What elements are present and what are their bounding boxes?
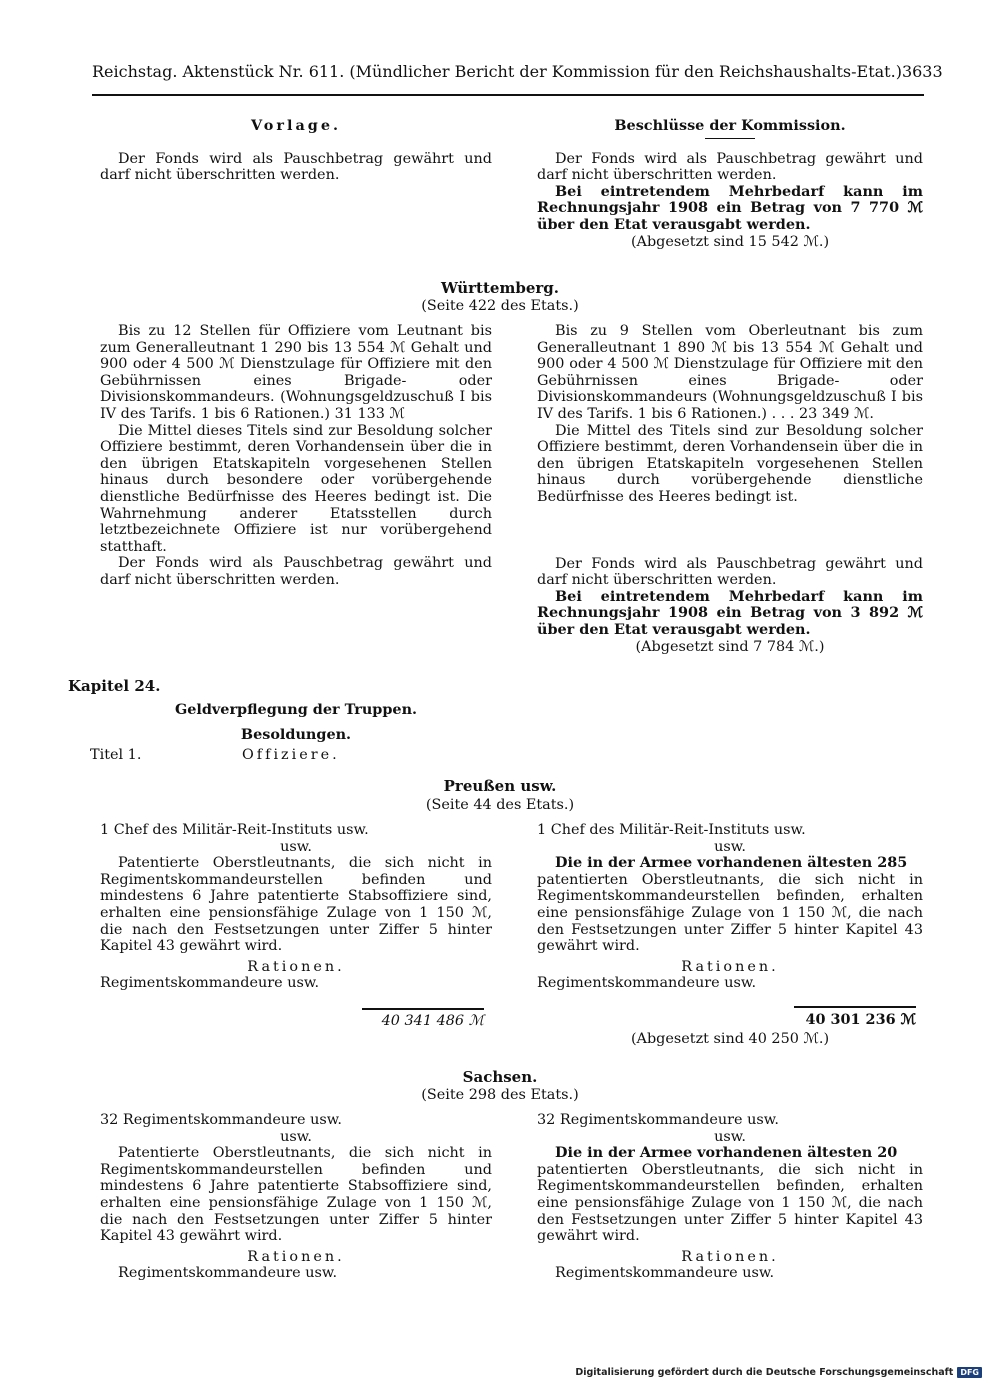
wuerttemberg-right-bold: Bei eintretendem Mehrbedarf kann im Rechnungsjahr 1908 ein Betrag von 3 892 ℳ über den Etat verausgabt werden.	[537, 587, 923, 638]
preussen-source: (Seite 44 des Etats.)	[425, 797, 575, 813]
preussen-left	[100, 822, 492, 992]
preussen-left-rationen: Rationen.	[247, 958, 345, 975]
header-rule	[92, 94, 924, 96]
wuerttemberg-right	[537, 323, 923, 655]
wuerttemberg-right-p2: Die Mittel des Titels sind zur Besoldung solcher Offiziere bestimmt, deren Vorhandensein über die in den übrigen Etatskapiteln vorgesehenen Stellen hinaus durch vorübergehende dienstliche Bedürfnisse des Heeres bedingt ist.	[537, 422, 923, 505]
dfg-logo: DFG	[957, 1367, 982, 1378]
sachsen-left-line1: 32 Regimentskommandeure usw.	[100, 1112, 342, 1128]
kapitel-title: Geldverpflegung der Truppen.	[174, 701, 418, 718]
sachsen-left-reg: Regimentskommandeure usw.	[118, 1265, 338, 1282]
preussen-left-reg: Regimentskommandeure usw.	[100, 975, 320, 992]
header-title: Reichstag. Aktenstück Nr. 611. (Mündlicher Bericht der Kommission für den Reichshaushalts-Etat.)	[92, 62, 902, 81]
preussen-right	[537, 822, 923, 992]
preussen-title: Preußen usw.	[443, 777, 557, 795]
sachsen-right	[537, 1112, 923, 1282]
top-right-column	[537, 118, 923, 250]
wuerttemberg-left-p3: Der Fonds wird als Pauschbetrag gewährt und darf nicht überschritten werden.	[100, 555, 492, 588]
kapitel-subtitle: Besoldungen.	[240, 725, 352, 743]
sachsen-right-p: patentierten Oberstleutnants, die sich nicht in Regimentskommandeurstellen befinden, erhalten eine pensionsfähige Zulage von 1 150 ℳ, die nach den Festsetzungen unter Ziffer 5 hinter Kapitel 43 gewährt wird.	[537, 1161, 923, 1245]
heading-rule	[705, 138, 755, 139]
wuerttemberg-right-p1: Bis zu 9 Stellen vom Oberleutnant bis zum Generalleutnant 1 890 ℳ bis 13 554 ℳ Gehalt und 900 oder 4 500 ℳ Dienstzulage für Offiziere mit den Gebührnissen eines Brigade- oder Divisionskommandeurs (Wohnungsgeldzuschuß I bis IV des Tarifs. 1 bis 6 Rationen.) . . . 23 349 ℳ.	[537, 323, 923, 422]
beschluesse-heading: Beschlüsse der Kommission.	[614, 117, 846, 134]
top-left-column	[100, 118, 492, 184]
page-number: 3633	[901, 62, 943, 81]
sachsen-left	[100, 1112, 492, 1282]
top-right-text: Der Fonds wird als Pauschbetrag gewährt und darf nicht überschritten werden.	[537, 150, 923, 184]
preussen-right-rationen: Rationen.	[681, 958, 779, 975]
wuerttemberg-source: (Seite 422 des Etats.)	[421, 298, 579, 314]
footer-text: Digitalisierung gefördert durch die Deutsche Forschungsgemeinschaft	[575, 1367, 954, 1378]
preussen-left-p: Patentierte Oberstleutnants, die sich nicht in Regimentskommandeurstellen befinden und mindestens 6 Jahre patentierte Stabsoffiziere sind, erhalten eine pensionsfähige Zulage von 1 150 ℳ, die nach den Festsetzungen unter Ziffer 5 hinter Kapitel 43 gewährt wird.	[100, 855, 492, 955]
digitization-footer	[575, 1367, 982, 1378]
sachsen-right-reg: Regimentskommandeure usw.	[555, 1265, 775, 1282]
preussen-left-sumline	[362, 1008, 484, 1010]
wuerttemberg-title: Württemberg.	[441, 279, 559, 297]
preussen-right-note: (Abgesetzt sind 40 250 ℳ.)	[630, 1031, 830, 1047]
top-right-note: (Abgesetzt sind 15 542 ℳ.)	[630, 233, 830, 250]
kapitel-block	[100, 702, 492, 743]
sachsen-right-line1: 32 Regimentskommandeure usw.	[537, 1112, 779, 1128]
preussen-right-reg: Regimentskommandeure usw.	[537, 975, 757, 992]
sachsen-source: (Seite 298 des Etats.)	[421, 1087, 579, 1103]
preussen-left-usw: usw.	[280, 838, 312, 855]
preussen-right-bold: Die in der Armee vorhandenen ältesten 285	[555, 854, 908, 872]
wuerttemberg-right-p3: Der Fonds wird als Pauschbetrag gewährt und darf nicht überschritten werden.	[537, 555, 923, 589]
sachsen-right-bold: Die in der Armee vorhandenen ältesten 20	[555, 1144, 898, 1162]
top-right-bold: Bei eintretendem Mehrbedarf kann im Rechnungsjahr 1908 ein Betrag von 7 770 ℳ über den Etat verausgabt werden.	[537, 182, 923, 233]
kapitel-label: Kapitel 24.	[68, 677, 161, 695]
wuerttemberg-left-p2: Die Mittel dieses Titels sind zur Besoldung solcher Offiziere bestimmt, deren Vorhandensein über die in den übrigen Etatskapiteln vorgesehenen Stellen hinaus durch besondere oder vorübergehende dienstliche Bedürfnisse des Heeres bedingt ist. Die Wahrnehmung anderer Etatsstellen durch letztbezeichnete Offiziere ist nur vorübergehend statthaft.	[100, 422, 492, 555]
sachsen-left-rationen: Rationen.	[247, 1248, 345, 1265]
page-header	[92, 62, 943, 81]
preussen-right-usw: usw.	[714, 838, 746, 855]
sachsen-title: Sachsen.	[462, 1068, 538, 1086]
preussen-right-sumline	[794, 1006, 916, 1008]
wuerttemberg-right-note: (Abgesetzt sind 7 784 ℳ.)	[635, 638, 825, 655]
preussen-left-sum: 40 341 486 ℳ	[381, 1013, 484, 1029]
sachsen-right-usw: usw.	[714, 1128, 746, 1145]
preussen-right-p: patentierten Oberstleutnants, die sich nicht in Regimentskommandeurstellen befinden, erhalten eine pensionsfähige Zulage von 1 150 ℳ, die nach den Festsetzungen unter Ziffer 5 hinter Kapitel 43 gewährt wird.	[537, 871, 923, 955]
titel-label: Titel 1.	[90, 747, 142, 763]
sachsen-left-p: Patentierte Oberstleutnants, die sich nicht in Regimentskommandeurstellen befinden und mindestens 6 Jahre patentierte Stabsoffiziere sind, erhalten eine pensionsfähige Zulage von 1 150 ℳ, die nach den Festsetzungen unter Ziffer 5 hinter Kapitel 43 gewährt wird.	[100, 1145, 492, 1245]
top-left-text: Der Fonds wird als Pauschbetrag gewährt und darf nicht überschritten werden.	[100, 150, 492, 184]
wuerttemberg-left-p1: Bis zu 12 Stellen für Offiziere vom Leutnant bis zum Generalleutnant 1 290 bis 13 554 ℳ Gehalt und 900 oder 4 500 ℳ Dienstzulage für Offiziere mit den Gebührnissen eines Brigade- oder Divisionskommandeurs. (Wohnungsgeldzuschuß I bis IV des Tarifs. 1 bis 6 Rationen.) 31 133 ℳ	[100, 323, 492, 422]
preussen-left-line1: 1 Chef des Militär-Reit-Instituts usw.	[100, 822, 369, 838]
sachsen-right-rationen: Rationen.	[681, 1248, 779, 1265]
sachsen-left-usw: usw.	[280, 1128, 312, 1145]
vorlage-heading: Vorlage.	[250, 117, 342, 134]
preussen-right-line1: 1 Chef des Militär-Reit-Instituts usw.	[537, 822, 806, 838]
wuerttemberg-left	[100, 323, 492, 589]
titel-name: Offiziere.	[242, 747, 340, 763]
preussen-right-sum: 40 301 236 ℳ	[805, 1011, 916, 1028]
